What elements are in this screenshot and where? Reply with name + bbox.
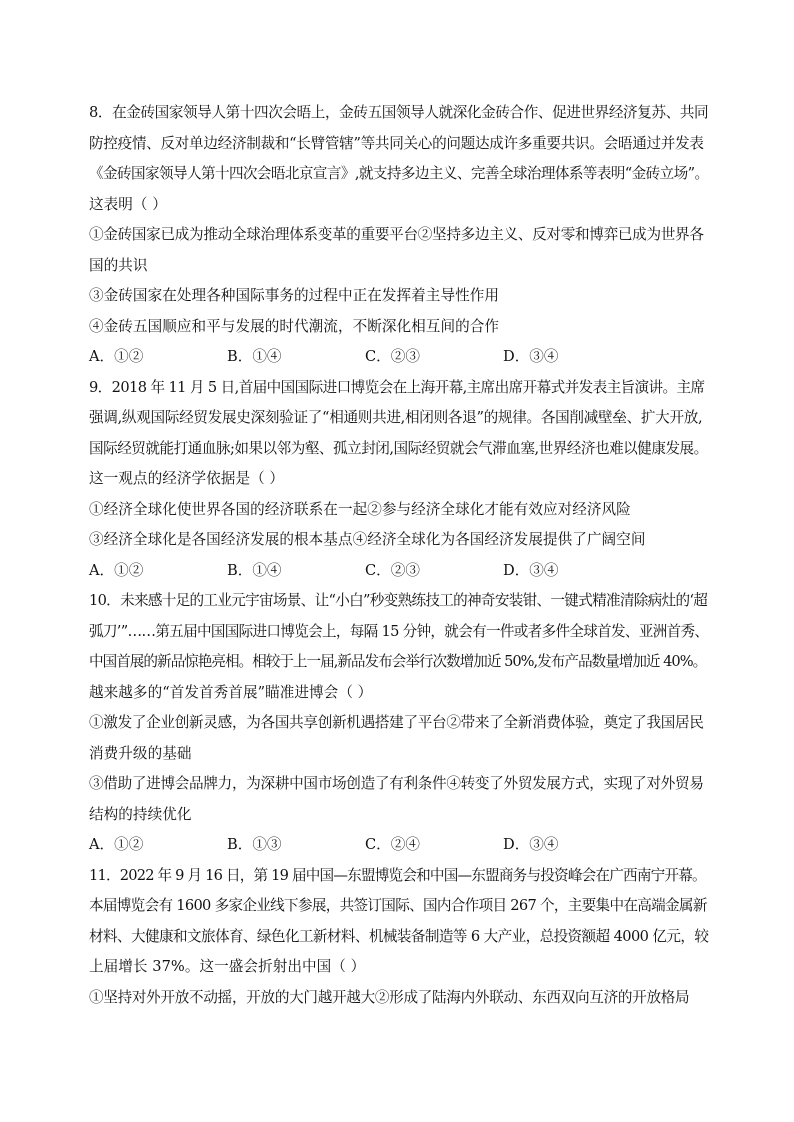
- statement-line: 结构的持续优化: [89, 805, 192, 823]
- question-stem-line: 材料、大健康和文旅体育、绿色化工新材料、机械装备制造等 6 大产业，总投资额超 4000 亿元，较: [89, 927, 709, 945]
- question-stem-line: 《金砖国家领导人第十四次会晤北京宣言》,就支持多边主义、完善全球治理体系等表明“金砖立场”。: [89, 165, 709, 182]
- answer-options: [89, 342, 709, 373]
- option-a: A．①②: [89, 836, 144, 853]
- statement-line: ③借助了进博会品牌力，为深耕中国市场创造了有利条件④转变了外贸发展方式，实现了对外贸易: [89, 775, 704, 792]
- option-b: B．①④: [227, 561, 282, 579]
- option-d: D．③④: [503, 561, 559, 579]
- question-stem-line: 10．未来感十足的工业元宇宙场景、让“小白”秒变熟练技工的神奇安装钳、一键式精准清除病灶的‘超: [89, 592, 708, 609]
- option-b: B．①④: [227, 348, 282, 365]
- question-8: [89, 98, 709, 373]
- question-stem-line: 越来越多的“首发首秀首展”瞄准进博会（ ）: [89, 683, 373, 701]
- question-stem-line: 8．在金砖国家领导人第十四次会晤上，金砖五国领导人就深化金砖合作、促进世界经济复苏、共同: [89, 104, 709, 121]
- option-c: C．②③: [365, 561, 420, 579]
- statement-line: 国的共识: [89, 256, 148, 274]
- option-a: A．①②: [89, 561, 144, 579]
- option-d: D．③④: [503, 836, 559, 853]
- statement-line: ①坚持对外开放不动摇，开放的大门越开越大②形成了陆海内外联动、东西双向互济的开放格局: [89, 988, 690, 1006]
- question-stem-line: 防控疫情、反对单边经济制裁和“长臂管辖”等共同关心的问题达成许多重要共识。会晤通过并发表: [89, 134, 704, 152]
- question-stem-line: 这表明（ ）: [89, 195, 167, 213]
- question-stem-line: 本届博览会有 1600 多家企业线下参展，共签订国际、国内合作项目 267 个，主要集中在高端金属新: [89, 897, 707, 914]
- statement-line: ③金砖国家在处理各种国际事务的过程中正在发挥着主导性作用: [89, 287, 500, 304]
- question-10: [89, 586, 709, 861]
- statement-line: ①金砖国家已成为推动全球治理体系变革的重要平台②坚持多边主义、反对零和博弈已成为世界各: [89, 226, 704, 243]
- statement-line: ①激发了企业创新灵感，为各国共享创新机遇搭建了平台②带来了全新消费体验，奠定了我国居民: [89, 714, 704, 731]
- option-c: C．②④: [365, 836, 420, 853]
- question-stem-line: 国际经贸就能打通血脉;如果以邻为壑、孤立封闭,国际经贸就会气滞血塞,世界经济也难以健康发展。: [89, 439, 708, 457]
- question-stem-line: 弧刀’”……第五届中国国际进口博览会上，每隔 15 分钟，就会有一件或者多件全球首发、亚洲首秀、: [89, 622, 709, 640]
- question-stem-line: 9．2018 年 11 月 5 日,首届中国国际进口博览会在上海开幕,主席出席开幕式并发表主旨演讲。主席: [89, 378, 705, 396]
- question-stem-line: 11．2022 年 9 月 16 日，第 19 届中国—东盟博览会和中国—东盟商务与投资峰会在广西南宁开幕。: [89, 866, 706, 884]
- question-stem-line: 这一观点的经济学依据是（ ）: [89, 470, 285, 487]
- question-stem-line: 中国首展的新品惊艳亮相。相较于上一届,新品发布会举行次数增加近 50%,发布产品数量增加近 40%。: [89, 653, 707, 670]
- question-9: [89, 373, 709, 587]
- option-c: C．②③: [365, 348, 420, 365]
- answer-options: [89, 830, 709, 861]
- option-d: D．③④: [503, 348, 559, 365]
- statement-line: ③经济全球化是各国经济发展的根本基点④经济全球化为各国经济发展提供了广阔空间: [89, 531, 646, 548]
- statement-line: ④金砖五国顺应和平与发展的时代潮流，不断深化相互间的合作: [89, 317, 500, 335]
- question-stem-line: 上届增长 37%。这一盛会折射出中国（ ）: [89, 958, 366, 975]
- statement-line: 消费升级的基础: [89, 744, 192, 762]
- option-a: A．①②: [89, 348, 144, 365]
- answer-options: [89, 556, 709, 587]
- question-11: [89, 861, 709, 1014]
- question-stem-line: 强调,纵观国际经贸发展史深刻验证了“相通则共进,相闭则各退”的规律。各国削减壁垒、扩大开放,: [89, 409, 703, 426]
- statement-line: ①经济全球化使世界各国的经济联系在一起②参与经济全球化才能有效应对经济风险: [89, 500, 631, 518]
- option-b: B．①③: [227, 836, 282, 853]
- exam-content: [89, 98, 709, 1013]
